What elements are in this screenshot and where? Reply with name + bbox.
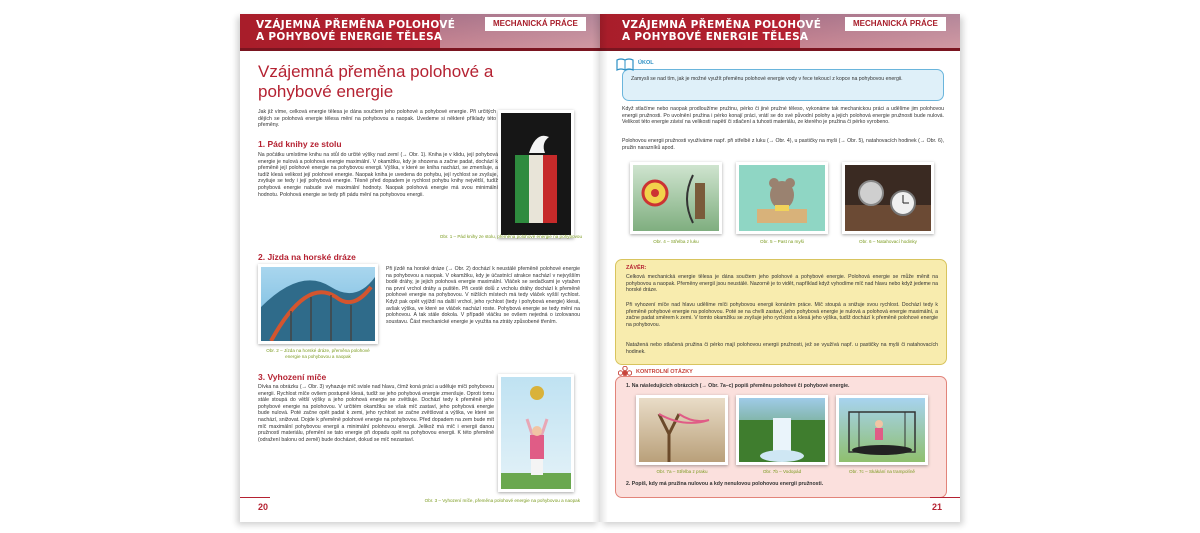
right-banner [600, 14, 960, 48]
section-3-text: Dívka na obrázku (→ Obr. 3) vyhazuje míč svisle nad hlavu, čímž koná práci a uděluje míči pohybovou energii. Rychlost míče ovšem postupně klesá, tudíž se jeho pohybová energie zmenšuje. Oproti tomu stále stoupá do větší výšky a jeho polohová energie se zvětšuje. Dochází tedy k přeměně jeho pohybové energie na polohovou. V určitém okamžiku se však míč zastaví, jeho pohybová energie bude nulová. Poté začne opět padat k zemi, jeho rychlost se začne zvětšovat a výška, ve které se nachází, snižovat. Dojde k přeměně polohové energie na pohybovou. Před dopadem na zem bude mít míč maximální pohybovou energii a minimální polohovou energii. Jelikož má míč i energii danou pružností materiálu, přemění se tato energie při dopadu opět na pohybovou energii. K této přeměně (odražení balonu od země) bude docházet, dokud se míč nezastaví. [258, 384, 494, 443]
book-photo [498, 110, 574, 238]
conclusion-label: ZÁVĚR: [626, 265, 647, 271]
left-page [240, 14, 600, 522]
falling-book-image [501, 113, 571, 235]
section-3-heading: 3. Vyhození míče [258, 372, 327, 382]
conclusion-text-3: Natažená nebo stlačená pružina či pérko mají polohovou energii pružnosti, jež se využívá např. u pastičky na myši či natahovacích hodinek. [626, 342, 938, 355]
watch-image [845, 165, 931, 231]
figure-2-caption: Obr. 2 – Jízda na horské dráze, přeměna polohové energie na pohybovou a naopak [266, 348, 370, 359]
archery-photo [630, 162, 722, 234]
figure-4-caption: Obr. 4 – Střelba z luku [653, 239, 699, 244]
left-banner [240, 14, 600, 48]
page-number: 20 [258, 502, 269, 512]
figure-6-caption: Obr. 6 – Natahovací hodinky [859, 239, 917, 244]
chapter-tag: MECHANICKÁ PRÁCE [845, 17, 946, 31]
figure-5-caption: Obr. 5 – Past na myši [760, 239, 804, 244]
banner-title: VZÁJEMNÁ PŘEMĚNA POLOHOVÉ A POHYBOVÉ ENERGIE TĚLESA [256, 19, 456, 43]
section-2-text: Při jízdě na horské dráze (→ Obr. 2) dochází k neustálé přeměně polohové energie na pohybovou a naopak. V okamžiku, kdy je účastnící atrakce nachází v nejvyšším bodě dráhy, je jejich polohová energie maximální. Vláček se sedačkami je vytažen na první vrchol dráhy a puštěn. Při cestě dolů z vrcholu dráhy dochází k přeměně polohové energie na pohybovou. V nižších místech má tedy vláček vyšší rychlost. Když pak opět vyjíždí na další vrchol, jeho rychlost (tedy i pohybová energie) klesá, avšak výška, ve které se vláček nachází roste. Pohybová energie se tedy mění na polohovou. A tak stále dokola. V případě vláčku se ovšem nejedná o izolovanou soustavu. Část mechanické energie je využita na ztráty způsobené třením. [386, 266, 580, 325]
trampoline-photo [836, 395, 928, 465]
task-text: Zamysli se nad tím, jak je možné využít přeměnu polohové energie vody v řece tekoucí z kopce na pohybovou energii. [631, 76, 903, 82]
ball-photo [498, 374, 574, 492]
question-1: 1. Na následujících obrázcích (→ Obr. 7a–c) popiš přeměnu polohové či pohybové energie. [626, 383, 850, 389]
figure-7a-caption: Obr. 7a – Střelba z praku [656, 469, 708, 474]
figure-7c-caption: Obr. 7c – Skákání na trampolíně [849, 469, 915, 474]
section-2-heading: 2. Jízda na horské dráze [258, 252, 356, 262]
mousetrap-image [739, 165, 825, 231]
chapter-tag: MECHANICKÁ PRÁCE [485, 17, 586, 31]
banner-stripe [240, 48, 600, 51]
textbook-spread [240, 14, 960, 522]
trampoline-image [839, 398, 925, 462]
page-number: 21 [931, 502, 942, 512]
control-questions-box [615, 376, 947, 498]
conclusion-text-2: Při vyhození míče nad hlavu udělíme míči pohybovou energii konáním práce. Míč stoupá a snižuje svou rychlost. Dochází tedy k přeměně pohybové energie na polohovou. Poté se na chvíli zastaví, jeho pohybová energie je nulová a polohová energie maximální, a začne padat směrem k zemi. V tomto okamžiku se zvyšuje jeho rychlost a klesá jeho výška, tudíž dochází k přeměně polohové energie na pohybovou. [626, 302, 938, 328]
conclusion-box [615, 259, 947, 365]
page-title: Vzájemná přeměna polohové a pohybové energie [258, 62, 494, 101]
spring-uses-paragraph: Polohovou energii pružnosti využíváme např. při střelbě z luku (→ Obr. 4), u pastičky na myši (→ Obr. 5), natahovacích hodinek (→ Obr. 6), pružin narazníků apod. [622, 138, 944, 151]
archery-image [633, 165, 719, 231]
waterfall-image [739, 398, 825, 462]
watch-photo [842, 162, 934, 234]
banner-title: VZÁJEMNÁ PŘEMĚNA POLOHOVÉ A POHYBOVÉ ENERGIE TĚLESA [622, 19, 822, 43]
section-1-heading: 1. Pád knihy ze stolu [258, 139, 342, 149]
intro-text: Jak již víme, celková energie tělesa je dána součtem jeho polohové a pohybové energie. Při určitých dějích se polohová energie tělesa mění na pohybovou a naopak. Uvedeme si některé příklady této přeměny. [258, 109, 496, 129]
mousetrap-photo [736, 162, 828, 234]
control-questions-label: KONTROLNÍ OTÁZKY [636, 369, 693, 375]
task-box [622, 69, 944, 101]
conclusion-text-1: Celková mechanická energie tělesa je dána součtem jeho polohové a pohybové energie. Polohová energie se může měnit na pohybovou a naopak. Přeměny energií jsou neustálé. Nazorně je to vidět, například když vyhodíme míč nad hlavu nebo když jedeme na horské dráze. [626, 274, 939, 294]
waterfall-photo [736, 395, 828, 465]
figure-3-caption: Obr. 3 – Vyhození míče, přeměna polohové energie na pohybovou a naopak [424, 498, 580, 503]
rollercoaster-photo [258, 264, 378, 344]
task-label: ÚKOL [638, 60, 654, 66]
section-1-text: Na počátku umístíme knihu na stůl do určité výšky nad zemí (→ Obr. 1). Kniha je v klidu, její pohybová energie je nulová a polohová energie maximální. V okamžiku, kdy je shozena a začne padat, dochází k přeměně její polohové energie na pohybovou energii. Výška, v které se kniha nachází, se zmenšuje, a tudíž klesá velikost její polohové energie. Naopak kniha je uvedena do pohybu, její rychlost se zvyšuje, zvyšuje se tedy i její pohybová energie. Těsně před dopadem je rychlost pohybu knihy největší, tudíž pohybová energie nabude své maximální hodnoty. Naopak polohová energie má svou minimální hodnotu. Polohová energie se tedy při pádu mění na pohybovou energii. [258, 152, 498, 198]
book-icon [616, 58, 634, 72]
question-2: 2. Popiš, kdy má pružina nulovou a kdy nenulovou polohovou energii pružnosti. [626, 481, 824, 487]
slingshot-photo [636, 395, 728, 465]
slingshot-image [639, 398, 725, 462]
girl-throwing-ball-image [501, 377, 571, 489]
footer-line [930, 497, 960, 498]
banner-stripe [600, 48, 960, 51]
footer-line [240, 497, 270, 498]
spring-paragraph: Když stlačíme nebo naopak prodloužíme pružinu, pérko či jiné pružné těleso, vykonáme tak mechanickou práci a udělíme jim polohovou energii pružnosti. Po uvolnění pružina i pérko konají práci, vrátí se do své původní polohy a jejich polohová energie pružnosti bude nulová. Velikost této energie závisí na velikosti napětí či stlačení a tuhosti materiálu, ze kterého je pružina či pérko vyrobeno. [622, 106, 944, 126]
figure-7b-caption: Obr. 7b – Vodopád [762, 469, 802, 474]
rollercoaster-image [261, 267, 375, 341]
right-page [600, 14, 960, 522]
figure-1-caption: Obr. 1 – Pád knihy ze stolu, přeměna polohové energie na pohybovou [439, 234, 582, 239]
